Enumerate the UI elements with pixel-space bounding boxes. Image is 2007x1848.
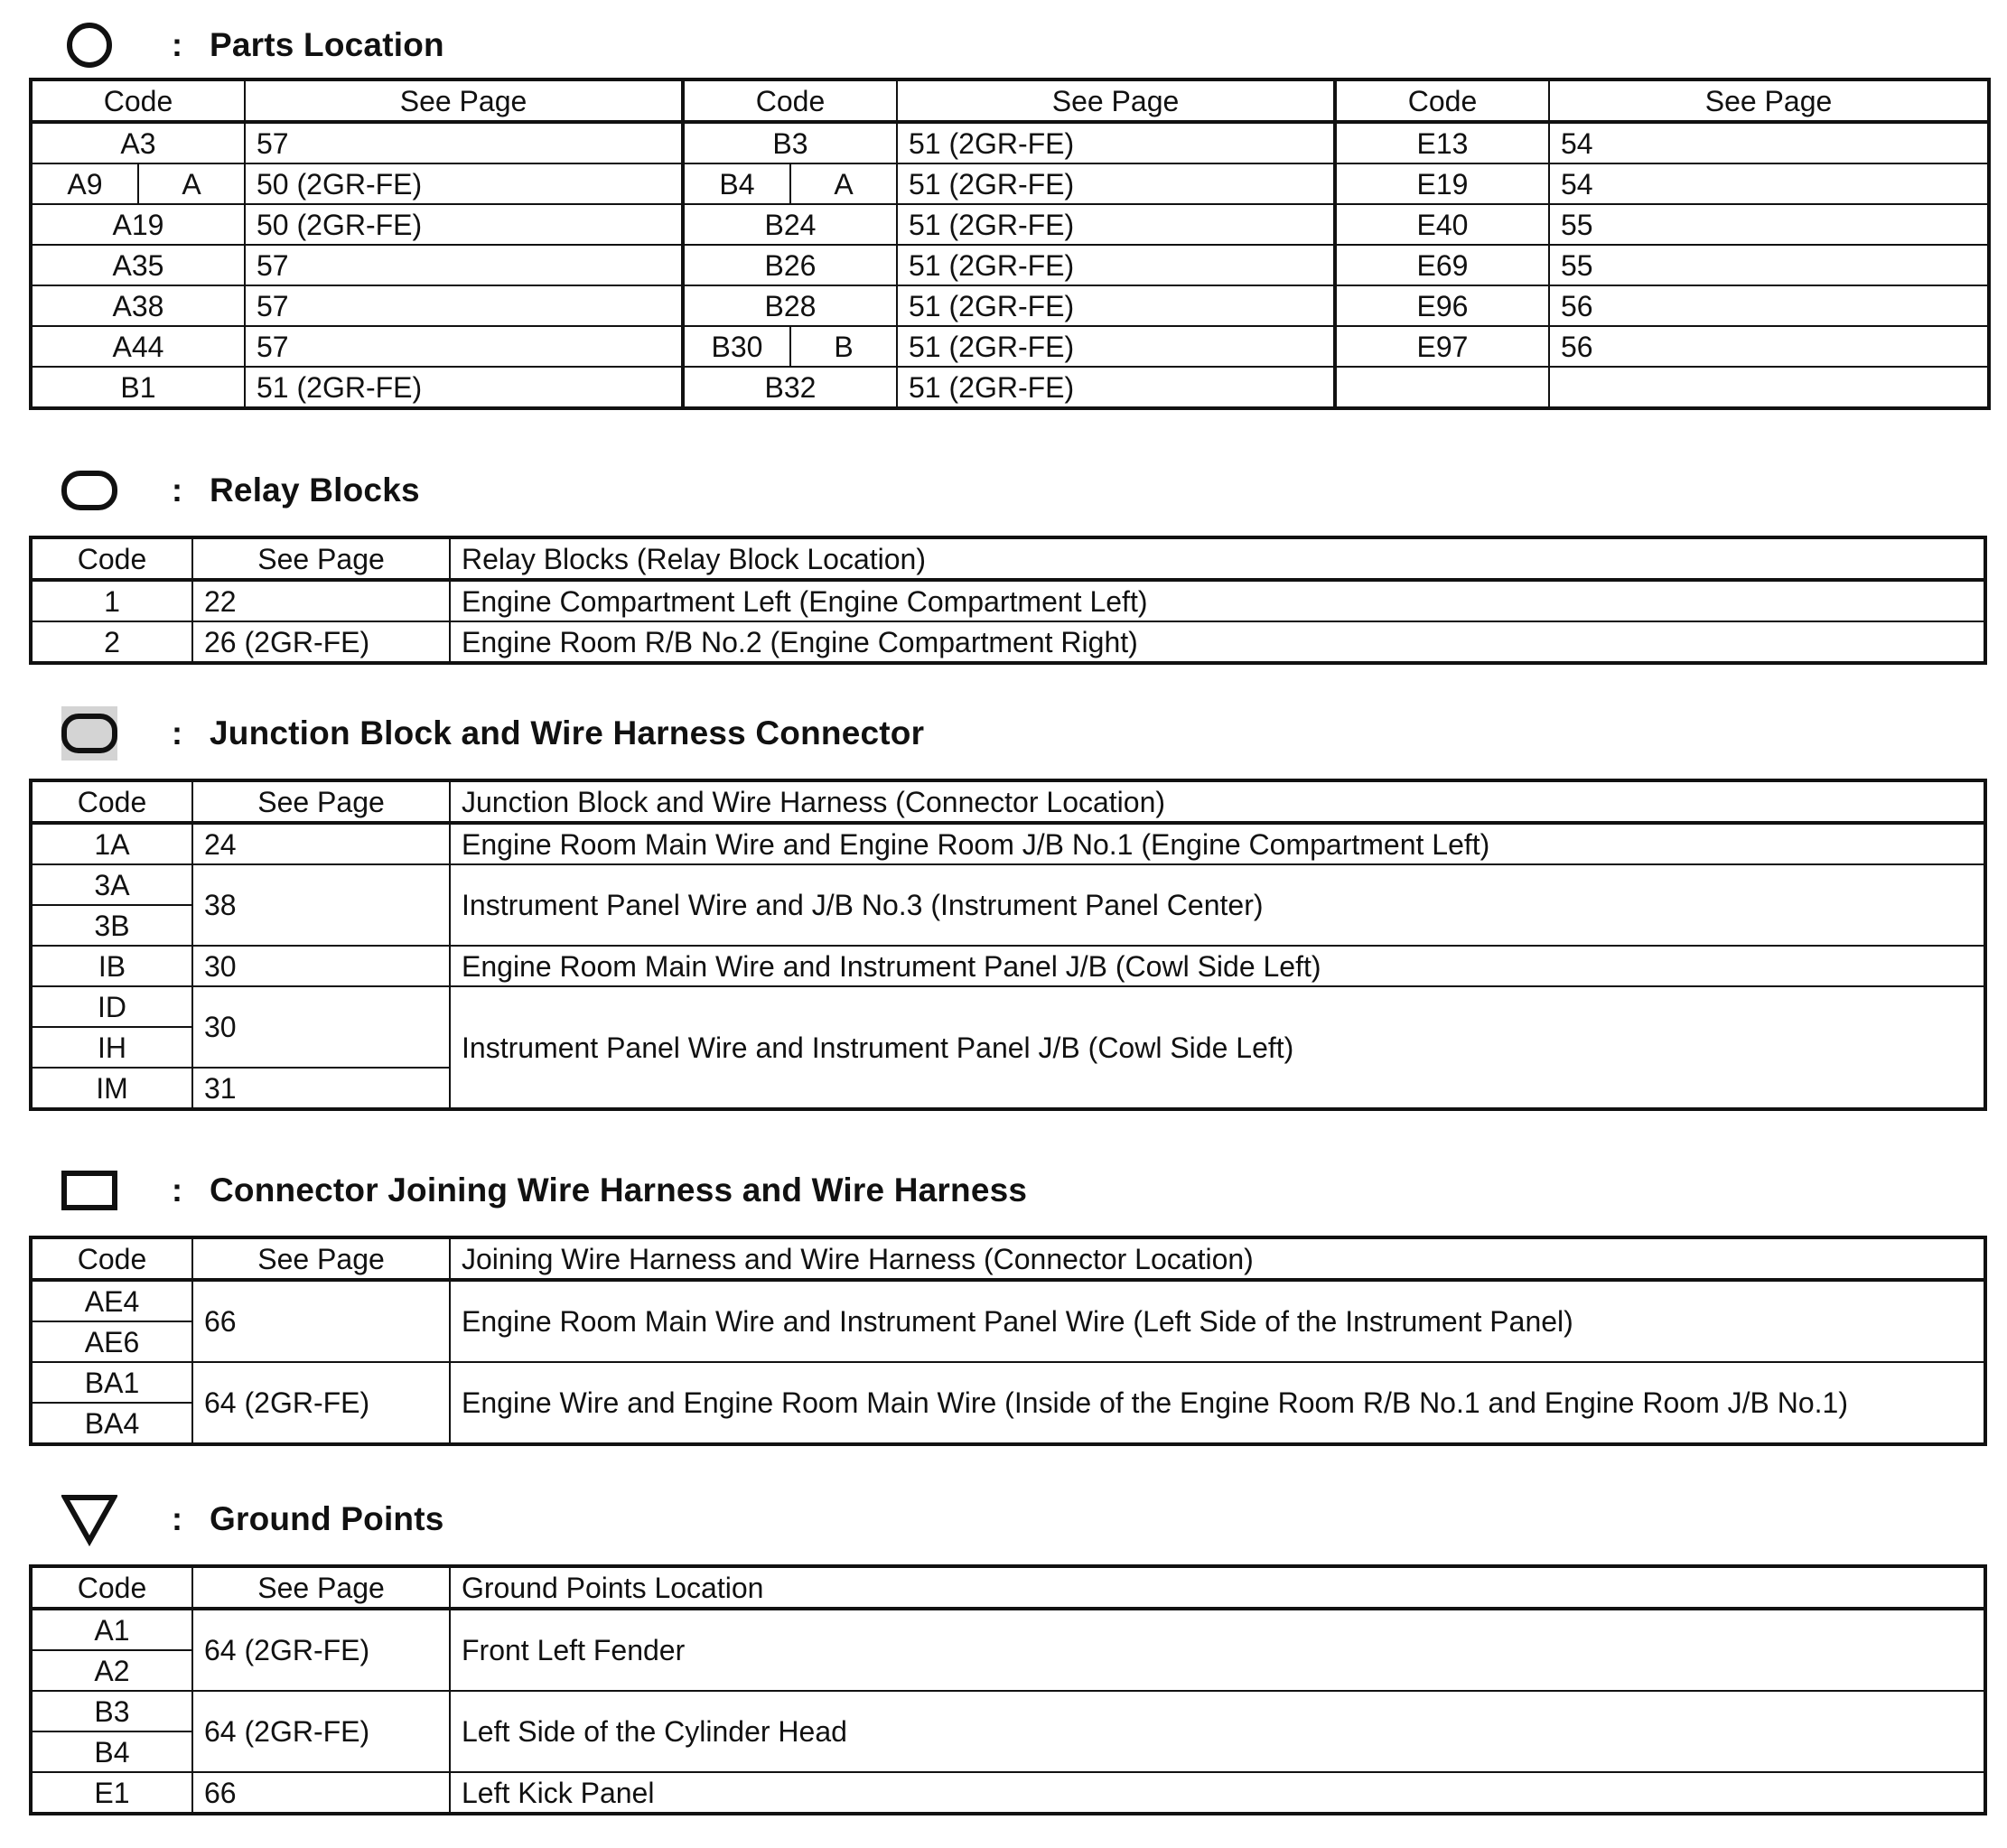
parts-location-header — [61, 18, 444, 72]
column-header: Code — [683, 79, 897, 122]
page-cell: 31 — [192, 1068, 450, 1109]
code-cell: B3 — [31, 1691, 192, 1731]
section-title: Relay Blocks — [210, 471, 420, 509]
code-cell: B3 — [683, 122, 897, 163]
table-row — [31, 1772, 1985, 1814]
page-cell: 30 — [192, 986, 450, 1068]
connector-joining-table — [29, 1236, 1987, 1446]
column-header: See Page — [192, 1566, 450, 1609]
code-cell: IB — [31, 946, 192, 986]
column-header: See Page — [245, 79, 683, 122]
code-cell — [31, 163, 245, 204]
column-header: Junction Block and Wire Harness (Connector Location) — [450, 780, 1985, 823]
location-cell: Instrument Panel Wire and J/B No.3 (Instrument Panel Center) — [450, 864, 1985, 946]
code-cell — [683, 326, 897, 367]
column-header: See Page — [897, 79, 1335, 122]
table-row — [31, 864, 1985, 905]
rounded-rect-icon — [61, 463, 117, 518]
page-cell: 54 — [1549, 122, 1989, 163]
column-header: Code — [31, 79, 245, 122]
page-cell: 26 (2GR-FE) — [192, 621, 450, 663]
colon: : — [172, 714, 182, 751]
column-header: Code — [31, 1566, 192, 1609]
page-cell: 57 — [245, 122, 683, 163]
code-cell: E40 — [1335, 204, 1549, 245]
code-cell: E96 — [1335, 285, 1549, 326]
code-value: B4 — [685, 164, 791, 203]
table-row — [31, 580, 1985, 621]
column-header: See Page — [192, 537, 450, 580]
code-cell: E1 — [31, 1772, 192, 1814]
table-row — [31, 326, 1989, 367]
code-cell — [683, 163, 897, 204]
column-header: Ground Points Location — [450, 1566, 1985, 1609]
column-header: See Page — [192, 1237, 450, 1280]
location-cell: Engine Room Main Wire and Instrument Panel J/B (Cowl Side Left) — [450, 946, 1985, 986]
code-value: B30 — [685, 327, 791, 366]
shaded-rounded-rect-icon — [61, 706, 117, 761]
code-cell: B4 — [31, 1731, 192, 1772]
circle-icon — [61, 18, 117, 72]
code-cell: 3B — [31, 905, 192, 946]
page-cell: 56 — [1549, 326, 1989, 367]
table-row — [31, 946, 1985, 986]
column-header: Code — [31, 780, 192, 823]
code-cell: B1 — [31, 367, 245, 408]
page-cell: 66 — [192, 1280, 450, 1362]
page-cell: 50 (2GR-FE) — [245, 163, 683, 204]
colon: : — [172, 26, 182, 63]
code-cell: B26 — [683, 245, 897, 285]
page-cell: 51 (2GR-FE) — [897, 245, 1335, 285]
location-cell: Engine Wire and Engine Room Main Wire (Inside of the Engine Room R/B No.1 and Engine Room J/B No.1) — [450, 1362, 1985, 1444]
code-cell: A3 — [31, 122, 245, 163]
section-title: Ground Points — [210, 1500, 444, 1537]
location-cell: Left Kick Panel — [450, 1772, 1985, 1814]
colon: : — [172, 1500, 182, 1537]
code-cell: A44 — [31, 326, 245, 367]
page-cell: 24 — [192, 823, 450, 864]
table-row — [31, 1362, 1985, 1403]
page-cell: 51 (2GR-FE) — [897, 367, 1335, 408]
junction-block-header — [61, 706, 924, 761]
table-row — [31, 986, 1985, 1027]
location-cell: Engine Room R/B No.2 (Engine Compartment Right) — [450, 621, 1985, 663]
page-cell: 55 — [1549, 204, 1989, 245]
connector-suffix: A — [182, 167, 201, 201]
table-row — [31, 1691, 1985, 1731]
code-cell: E97 — [1335, 326, 1549, 367]
rectangle-icon — [61, 1163, 117, 1218]
code-cell: BA4 — [31, 1403, 192, 1444]
code-cell: E69 — [1335, 245, 1549, 285]
page-cell: 22 — [192, 580, 450, 621]
page-cell: 51 (2GR-FE) — [245, 367, 683, 408]
code-cell: E13 — [1335, 122, 1549, 163]
table-row — [31, 204, 1989, 245]
page-cell: 64 (2GR-FE) — [192, 1609, 450, 1691]
page-cell: 30 — [192, 946, 450, 986]
column-header: Code — [31, 1237, 192, 1280]
colon: : — [172, 471, 182, 509]
table-row — [31, 285, 1989, 326]
code-cell: 1 — [31, 580, 192, 621]
page-cell: 57 — [245, 326, 683, 367]
page-cell: 50 (2GR-FE) — [245, 204, 683, 245]
junction-block-table — [29, 779, 1987, 1111]
code-cell: E19 — [1335, 163, 1549, 204]
table-row — [31, 122, 1989, 163]
code-cell: A1 — [31, 1609, 192, 1650]
page-cell: 51 (2GR-FE) — [897, 122, 1335, 163]
column-header: Code — [1335, 79, 1549, 122]
relay-blocks-table — [29, 536, 1987, 665]
code-cell: BA1 — [31, 1362, 192, 1403]
page-cell: 51 (2GR-FE) — [897, 285, 1335, 326]
location-cell: Engine Room Main Wire and Engine Room J/B No.1 (Engine Compartment Left) — [450, 823, 1985, 864]
page-cell: 64 (2GR-FE) — [192, 1691, 450, 1772]
connector-suffix: B — [834, 330, 854, 363]
page-cell: 51 (2GR-FE) — [897, 163, 1335, 204]
location-cell: Engine Compartment Left (Engine Compartment Left) — [450, 580, 1985, 621]
code-cell: B28 — [683, 285, 897, 326]
page-cell: 55 — [1549, 245, 1989, 285]
code-cell: 1A — [31, 823, 192, 864]
code-cell — [1335, 367, 1549, 408]
column-header: Relay Blocks (Relay Block Location) — [450, 537, 1985, 580]
location-cell: Front Left Fender — [450, 1609, 1985, 1691]
page-cell: 57 — [245, 285, 683, 326]
page-cell: 64 (2GR-FE) — [192, 1362, 450, 1444]
table-row — [31, 367, 1989, 408]
page-cell: 51 (2GR-FE) — [897, 326, 1335, 367]
page-cell: 51 (2GR-FE) — [897, 204, 1335, 245]
code-cell: ID — [31, 986, 192, 1027]
page-cell: 54 — [1549, 163, 1989, 204]
code-cell: A2 — [31, 1650, 192, 1691]
connector-joining-header — [61, 1163, 1027, 1218]
code-cell: B24 — [683, 204, 897, 245]
code-cell: IH — [31, 1027, 192, 1068]
page-cell: 57 — [245, 245, 683, 285]
ground-points-table — [29, 1564, 1987, 1815]
code-cell: AE4 — [31, 1280, 192, 1321]
table-row — [31, 1280, 1985, 1321]
page-cell: 38 — [192, 864, 450, 946]
code-cell: B32 — [683, 367, 897, 408]
connector-suffix: A — [834, 167, 854, 201]
table-row — [31, 245, 1989, 285]
table-row — [31, 823, 1985, 864]
triangle-down-icon — [61, 1492, 117, 1546]
page-cell: 66 — [192, 1772, 450, 1814]
page-cell: 56 — [1549, 285, 1989, 326]
location-cell: Left Side of the Cylinder Head — [450, 1691, 1985, 1772]
code-cell: A38 — [31, 285, 245, 326]
code-cell: 2 — [31, 621, 192, 663]
parts-location-table — [29, 78, 1991, 410]
column-header: See Page — [192, 780, 450, 823]
table-row — [31, 621, 1985, 663]
code-cell: A35 — [31, 245, 245, 285]
colon: : — [172, 1171, 182, 1209]
section-title: Connector Joining Wire Harness and Wire Harness — [210, 1171, 1028, 1209]
code-cell: IM — [31, 1068, 192, 1109]
section-title: Parts Location — [210, 26, 444, 63]
section-title: Junction Block and Wire Harness Connector — [210, 714, 925, 751]
table-row — [31, 1609, 1985, 1650]
relay-blocks-header — [61, 463, 420, 518]
column-header: See Page — [1549, 79, 1989, 122]
table-row — [31, 163, 1989, 204]
code-cell: A19 — [31, 204, 245, 245]
ground-points-header — [61, 1492, 444, 1546]
column-header: Code — [31, 537, 192, 580]
location-cell: Engine Room Main Wire and Instrument Panel Wire (Left Side of the Instrument Panel) — [450, 1280, 1985, 1362]
column-header: Joining Wire Harness and Wire Harness (Connector Location) — [450, 1237, 1985, 1280]
code-cell: 3A — [31, 864, 192, 905]
page-cell — [1549, 367, 1989, 408]
code-value: A9 — [33, 164, 139, 203]
location-cell: Instrument Panel Wire and Instrument Panel J/B (Cowl Side Left) — [450, 986, 1985, 1109]
code-cell: AE6 — [31, 1321, 192, 1362]
